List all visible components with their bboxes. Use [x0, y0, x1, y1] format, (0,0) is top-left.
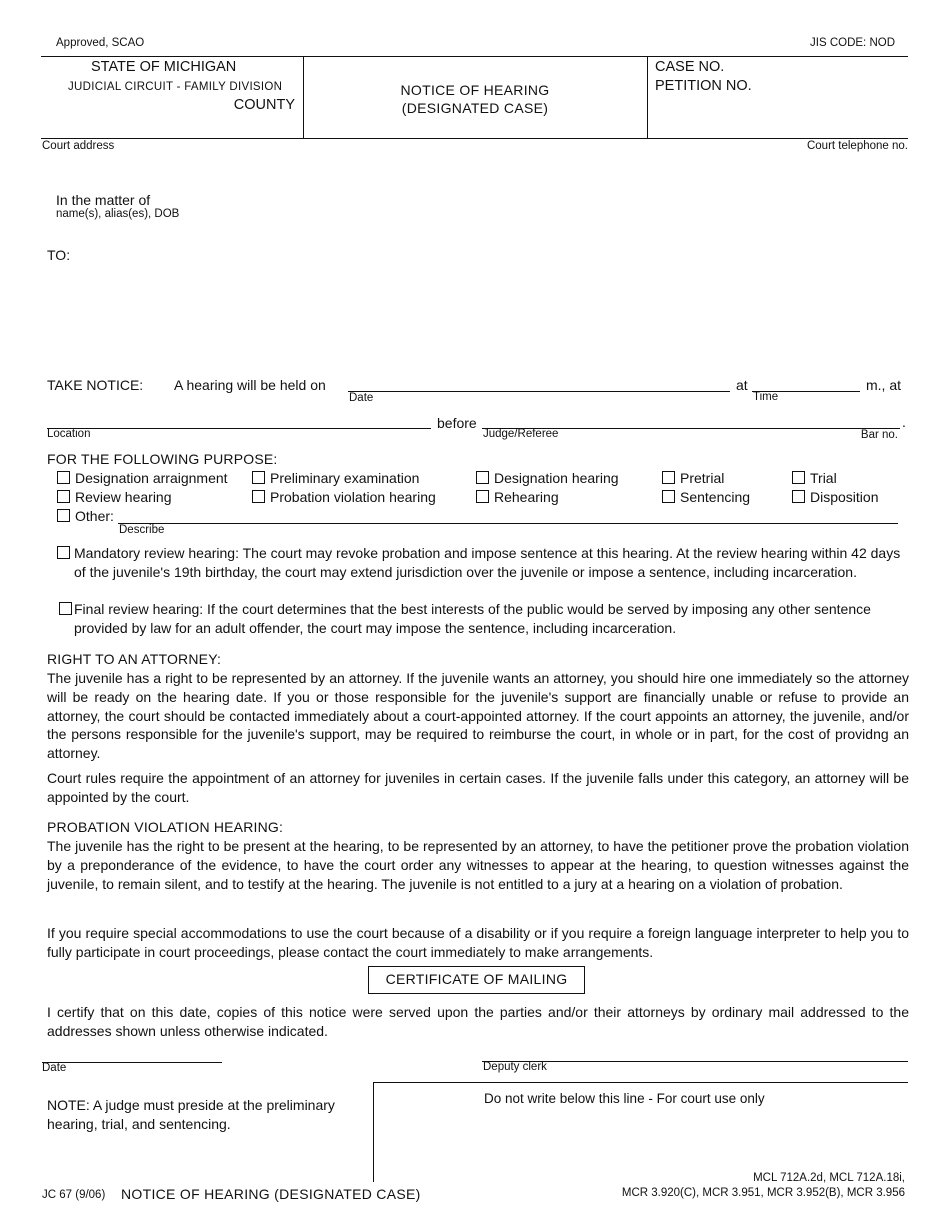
accommodations-paragraph: If you require special accommodations to use the court because of a disability or if you require a foreign language interpreter to help you to fully participate in court proceedings, please contact the court immediately to make arrangements. — [47, 925, 909, 960]
form-title-line1: NOTICE OF HEARING — [400, 82, 550, 98]
m-at-text: m., at — [866, 377, 902, 393]
preliminary-examination-checkbox[interactable] — [252, 471, 265, 484]
sentencing-checkbox[interactable] — [662, 490, 675, 503]
disposition-checkbox[interactable] — [792, 490, 805, 503]
purpose-heading: FOR THE FOLLOWING PURPOSE: — [47, 451, 278, 467]
trial-checkbox[interactable] — [792, 471, 805, 484]
rehearing-checkbox[interactable] — [476, 490, 489, 503]
court-use-notice: Do not write below this line - For court use only — [484, 1091, 765, 1106]
certificate-title: CERTIFICATE OF MAILING — [385, 971, 568, 987]
preliminary-examination-label: Preliminary examination — [270, 470, 420, 486]
probation-paragraph: The juvenile has the right to be present at the hearing, to be represented by an attorney, to have the petitioner prove the probation violation by a preponderance of the evidence, to have the court order any witnesses to appear at the hearing, to question witnesses against the juvenile, to remain silent, and to testify at the hearing. The juvenile is not entitled to a jury at a hearing on a violation of probation. — [47, 838, 909, 892]
designation-arraignment-checkbox[interactable] — [57, 471, 70, 484]
attorney-paragraph-2: Court rules require the appointment of an attorney for juveniles in certain cases. If the juvenile falls under this category, an attorney will be appointed by the court. — [47, 770, 909, 805]
deputy-clerk-label: Deputy clerk — [483, 1061, 547, 1073]
footer-form-title: NOTICE OF HEARING (DESIGNATED CASE) — [121, 1186, 421, 1202]
pretrial-label: Pretrial — [680, 470, 725, 486]
at-text: at — [736, 377, 748, 393]
location-field-label: Location — [47, 428, 91, 440]
designation-arraignment-label: Designation arraignment — [75, 470, 228, 486]
mandatory-review-checkbox[interactable] — [57, 546, 70, 559]
probation-violation-hearing-checkbox[interactable] — [252, 490, 265, 503]
form-title-line2: (DESIGNATED CASE) — [401, 100, 549, 116]
case-no-label: CASE NO. — [655, 59, 725, 75]
time-field-label: Time — [753, 391, 779, 403]
sentencing-label: Sentencing — [680, 489, 751, 505]
other-checkbox[interactable] — [57, 509, 70, 522]
other-describe-field[interactable] — [118, 523, 898, 524]
trial-label: Trial — [810, 470, 837, 486]
hearing-date-field[interactable] — [348, 391, 730, 392]
jis-code: JIS CODE: NOD — [810, 37, 895, 49]
date-field-label: Date — [349, 392, 374, 404]
hearing-held-on-text: A hearing will be held on — [174, 377, 326, 393]
bar-no-label: Bar no. — [860, 429, 898, 441]
certificate-date-field[interactable] — [42, 1062, 222, 1063]
final-review-checkbox[interactable] — [59, 602, 72, 615]
judge-field-label: Judge/Referee — [483, 428, 559, 440]
describe-label: Describe — [119, 524, 165, 536]
designation-hearing-checkbox[interactable] — [476, 471, 489, 484]
petition-no-label: PETITION NO. — [655, 78, 752, 94]
final-review-text: Final review hearing: If the court determines that the best interests of the public would be served by imposing any other sentence provided by law for an adult offender, the court may impose the sentence, including incarceration. — [74, 601, 871, 636]
disposition-label: Disposition — [810, 489, 879, 505]
certificate-text: I certify that on this date, copies of this notice were served upon the parties and/or their attorneys by ordinary mail addressed to the addresses shown unless otherwise indicated. — [47, 1004, 909, 1039]
review-hearing-checkbox[interactable] — [57, 490, 70, 503]
county-label: COUNTY — [233, 97, 295, 113]
court-address-label: Court address — [42, 140, 115, 152]
circuit-label: JUDICIAL CIRCUIT - FAMILY DIVISION — [68, 81, 283, 93]
mandatory-review-text: Mandatory review hearing: The court may revoke probation and impose sentence at this hearing. At the review hearing within 42 days of the juvenile's 19th birthday, the court may extend jurisdiction over the juvenile or impose a sentence, including incarceration. — [74, 545, 901, 580]
certificate-date-label: Date — [42, 1062, 67, 1074]
designation-hearing-label: Designation hearing — [494, 470, 619, 486]
pretrial-checkbox[interactable] — [662, 471, 675, 484]
court-phone-label: Court telephone no. — [806, 140, 908, 152]
state-label: STATE OF MICHIGAN — [91, 59, 237, 75]
period: . — [902, 414, 906, 430]
matter-label: In the matter of — [56, 192, 151, 208]
approved-note: Approved, SCAO — [56, 37, 145, 49]
attorney-paragraph-1: The juvenile has a right to be represented by an attorney. If the juvenile wants an attorney, you should hire one immediately so the attorney will be ready on the hearing date. If you or those responsible for the juvenile's support are financially unable or refuse to provide an attorney, the court should be contacted immediately about a court-appointed attorney. If the court appoints an attorney, the juvenile, and/or the persons responsible for the juvenile's support, may be required to reimburse the court, in whole or in part, for the cost of providng an attorney. — [47, 670, 909, 762]
citations-line2: MCR 3.920(C), MCR 3.951, MCR 3.952(B), MCR 3.956 — [621, 1187, 905, 1199]
other-label: Other: — [75, 508, 114, 524]
citations-line1: MCL 712A.2d, MCL 712A.18i, — [753, 1172, 905, 1184]
to-label: TO: — [47, 247, 71, 263]
probation-violation-hearing-label: Probation violation hearing — [270, 489, 436, 505]
form-id: JC 67 (9/06) — [42, 1189, 106, 1201]
review-hearing-label: Review hearing — [75, 489, 172, 505]
attorney-heading: RIGHT TO AN ATTORNEY: — [47, 651, 222, 667]
probation-heading: PROBATION VIOLATION HEARING: — [47, 819, 284, 835]
before-text: before — [437, 415, 477, 431]
take-notice-label: TAKE NOTICE: — [47, 377, 144, 393]
judge-note: NOTE: A judge must preside at the preliminary hearing, trial, and sentencing. — [47, 1097, 335, 1132]
matter-sublabel: name(s), alias(es), DOB — [56, 208, 180, 220]
location-field[interactable] — [47, 428, 431, 429]
rehearing-label: Rehearing — [494, 489, 559, 505]
